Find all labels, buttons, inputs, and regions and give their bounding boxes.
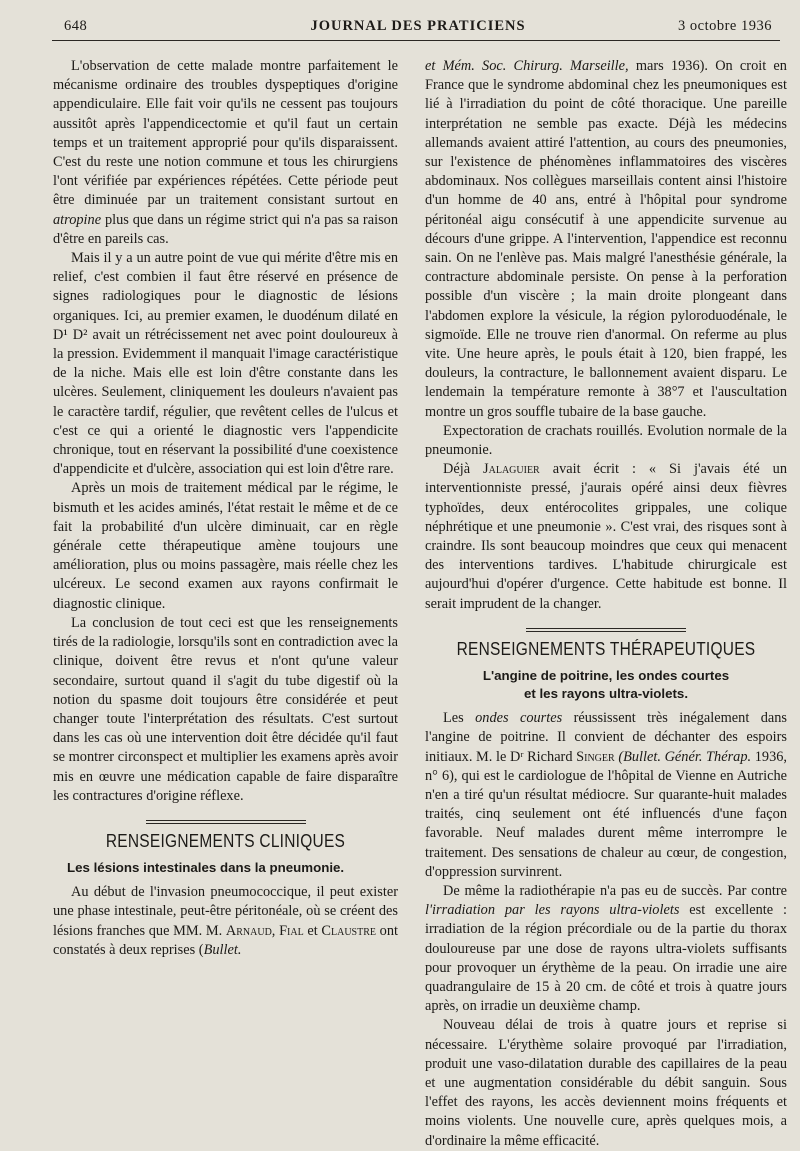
- section-therapeutic: [425, 628, 787, 659]
- section-ornament-rule: [146, 820, 306, 824]
- section-title: RENSEIGNEMENTS THÉRAPEUTIQUES: [456, 638, 756, 659]
- section-title: RENSEIGNEMENTS CLINIQUES: [105, 830, 346, 851]
- paragraph: et Mém. Soc. Chirurg. Marseille, mars 1936). On croit en France que le syndrome abdominal chez les pneumoniques est lié à l'irradiation du point de côté thoracique. Une pareille interprétation ne semble pas exacte. Déjà les médecins allemands avaient attiré l'attention, au cours des pneumonies, sur l'existence de phénomènes inflammatoires des viscères abdominaux. Nos collègues marseillais content ainsi l'histoire d'un homme de 40 ans, entré à l'hôpital pour syndrome péritonéal aigu consécutif à une appendicite survenue au décours d'une grippe. A l'intervention, l'appendice est reconnu sain. On ne l'enlève pas. Mais malgré l'anesthésie générale, la contracture abdominale persiste. On pense à la perforation possible d'un viscère ; la main droite plongeant dans l'abdomen explore la vésicule, la région pyloroduodénale, le sigmoïde. Elle ne trouve rien d'anormal. On referme au plus vite. Une heure après, le pouls était à 120, bien frappé, les douleurs, la contracture, le ballonnement avaient disparu. Le lendemain la température remonte à 38°7 et l'auscultation montre un gros souffle tubaire de la base gauche.: [425, 58, 787, 420]
- paragraph: Nouveau délai de trois à quatre jours et reprise si nécessaire. L'érythème solaire provoqué par l'irradiation, produit une vaso-dilatation durable des capillaires de la peau et une augmentation considérable du débit sanguin. Sous l'effet des rayons, les accès deviennent moins fréquents et moins violents. Une nouvelle cure, après quelques mois, a d'ordinaire la même efficacité.: [425, 1017, 787, 1149]
- paragraph: L'observation de cette malade montre parfaitement le mécanisme ordinaire des troubles dyspeptiques d'origine appendiculaire. Elle fait voir qu'ils ne cessent pas toujours aussitôt après l'appendicectomie et qu'il faut un certain temps et un traitement approprié pour qu'ils disparaissent. C'est du reste une notion commune et tous les chirurgiens l'ont vérifiée par expériences répétées. Cette période peut être diminuée par un traitement consistant surtout en atropine plus que dans un régime strict qui n'a pas sa raison d'être en pareils cas.: [53, 58, 398, 247]
- issue-date: 3 octobre 1936: [678, 18, 772, 34]
- paragraph: De même la radiothérapie n'a pas eu de succès. Par contre l'irradiation par les rayons ultra-violets est excellente : irradiation de la région précordiale ou de la partie du thorax douloureuse par une dose de rayons ultra-violets suffisants pour provoquer un érythème de la peau. On irradie une aire quadrangulaire de 15 à 20 cm. de côté et trois à quatre jours après, on irradie un deuxième champ.: [425, 882, 787, 1015]
- section-ornament-rule: [526, 628, 686, 632]
- article-subhead: Les lésions intestinales dans la pneumonie.: [67, 860, 345, 876]
- paragraph: Déjà Jalaguier avait écrit : « Si j'avais été un interventionniste pressé, j'aurais opéré ainsi deux fièvres typhoïdes, deux entérocolites grippales, une colique néphrétique et une pneumonie ». C'est vrai, des risques sont à craindre. Ils sont beaucoup moindres que ceux qui menacent des interventions tardives. L'habitude chirurgicale est aujourd'hui d'opérer d'urgence. Cette habitude est bonne. Il serait imprudent de la changer.: [425, 461, 787, 612]
- page-number: 648: [64, 18, 88, 34]
- section-clinical: [53, 820, 398, 851]
- paragraph: Les ondes courtes réussissent très inégalement dans l'angine de poitrine. Il convient de déchanter des espoirs initiaux. M. le Dʳ Richard Singer (Bullet. Génér. Thérap. 1936, n° 6), qui est le cardiologue de l'hôpital de Vienne en Autriche n'en a tiré qu'un résultat médiocre. Sur quarante-huit malades traités, cinq seulement ont été influencés d'une façon favorable. Neuf malades durent même interrompre le traitement. Des sensations de chaleur au cœur, de congestion, d'oppression survinrent.: [425, 710, 787, 880]
- left-column: [53, 57, 398, 960]
- page-header: [64, 16, 772, 42]
- paragraph: Expectoration de crachats rouillés. Evolution normale de la pneumonie.: [425, 422, 787, 459]
- journal-title: JOURNAL DES PRATICIENS: [310, 18, 526, 34]
- right-column: [425, 57, 787, 1151]
- paragraph: La conclusion de tout ceci est que les renseignements tirés de la radiologie, lorsqu'ils sont en contradiction avec la clinique, doivent être revus et n'ont qu'une valeur secondaire, surtout quand il s'agit du tube digestif où la notion du spasme doit toujours être considérée et peut changer toute l'interprétation des résultats. C'est surtout dans les cas où une intervention doit être décidée qu'il faut se montrer circonspect et multiplier les examens après avoir mis en œuvre une médication capable de faire disparaître les contractures d'origine réflexe.: [53, 614, 398, 804]
- paragraph: Après un mois de traitement médical par le régime, le bismuth et les acides aminés, l'état restait le même et de ce fait la probabilité d'un ulcère diminuait, car en règle générale cette thérapeutique amène toujours une amélioration, plus ou moins passagère, mais réelle chez les ulcéreux. Le second examen aux rayons confirmait le diagnostic clinique.: [53, 480, 398, 612]
- article-subhead: L'angine de poitrine, les ondes courtes et les rayons ultra-violets.: [482, 668, 730, 702]
- paragraph: Au début de l'invasion pneumococcique, il peut exister une phase intestinale, peut-être péritonéale, où se créent des lésions franches que MM. M. Arnaud, Fial et Claustre ont constatés à deux reprises (Bullet.: [53, 884, 399, 958]
- header-rule: [52, 40, 780, 41]
- paragraph: Mais il y a un autre point de vue qui mérite d'être mis en relief, c'est combien il faut être réservé en présence de signes radiologiques pour le diagnostic de lésions organiques. Ici, au premier examen, le duodénum dilaté en D¹ D² avait un rétrécissement net avec point douloureux à la pression. Evidemment il manquait l'image caractéristique de la niche. Mais elle est loin d'être constante dans les ulcères. Seulement, cliniquement les douleurs n'avaient pas le caractère tardif, régulier, que revêtent celles de l'ulcus et c'est ce qui a orienté le diagnostic vers l'appendicite chronique, tout en réservant la possibilité d'une coexistence d'appendicite et d'ulcère, association qui est loin d'être rare.: [53, 250, 398, 478]
